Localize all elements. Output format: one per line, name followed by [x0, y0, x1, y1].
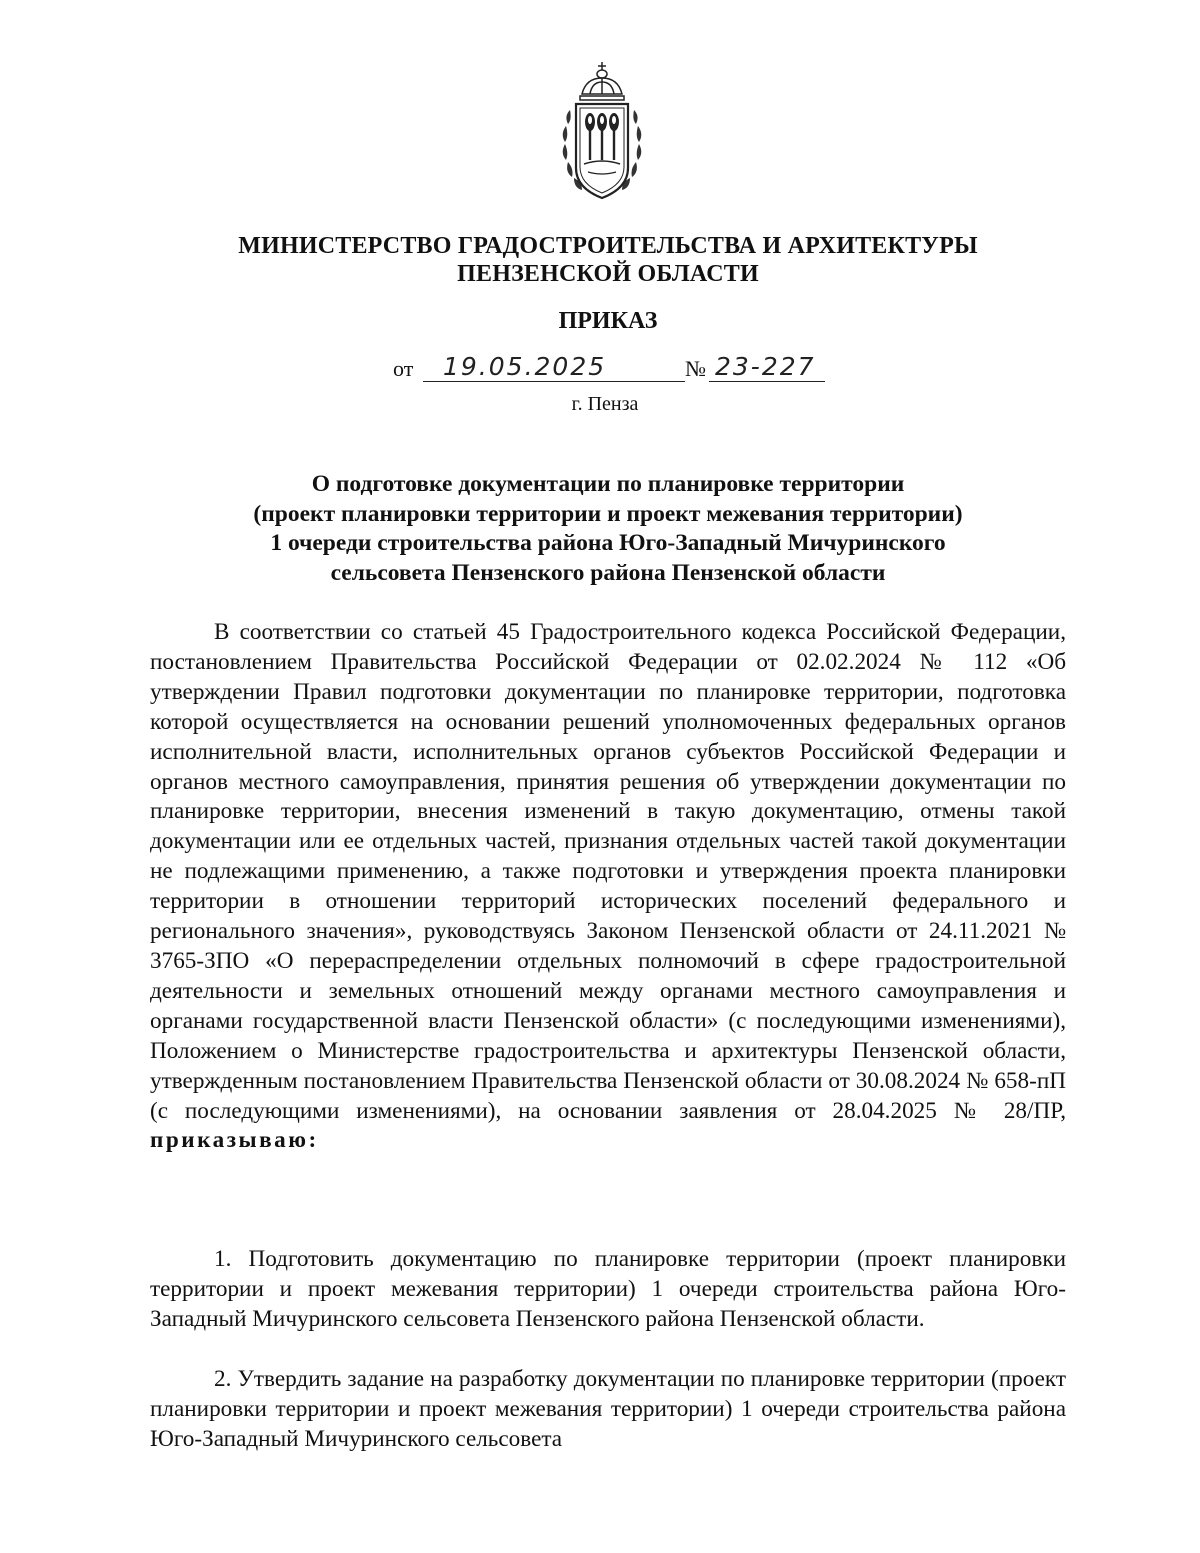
coat-of-arms-emblem: [552, 60, 652, 208]
item-1-text: Подготовить документацию по планировке территории (проект планировки территории и проект межевания территории) 1 очереди строительства района Юго-Западный Мичуринского сельсовета Пензенского района Пензенской области.: [150, 1246, 1066, 1332]
ministry-name-line1: МИНИСТЕРСТВО ГРАДОСТРОИТЕЛЬСТВА И АРХИТЕКТУРЫ: [238, 233, 978, 259]
subject-line3: 1 очереди строительства района Юго-Западный Мичуринского: [270, 530, 946, 556]
date-underline: [423, 381, 685, 382]
order-subject: [150, 470, 1066, 588]
city-label: г. Пенза: [571, 393, 639, 415]
subject-line4: сельсовета Пензенского района Пензенской области: [330, 559, 886, 586]
item-1-number: 1.: [214, 1246, 232, 1272]
date-handwritten: 19.05.2025: [443, 352, 607, 381]
ministry-name-line2: ПЕНЗЕНСКОЙ ОБЛАСТИ: [457, 261, 759, 287]
document-type-title: ПРИКАЗ: [558, 308, 658, 334]
number-prefix: №: [685, 356, 706, 381]
item-2-text: Утвердить задание на разработку документации по планировке территории (проект планировки территории и проект межевания территории) 1 очереди строительства района Юго-Западный Мичуринского сельсовета: [150, 1366, 1066, 1452]
preamble-paragraph: [150, 618, 1066, 1156]
date-prefix: от: [393, 356, 414, 381]
preamble-text: В соответствии со статьей 45 Градостроительного кодекса Российской Федерации, постановлением Правительства Российской Федерации от 02.02.2024 № 112 «Об утверждении Правил подготовки документации по планировке территории, подготовка которой осуществляется на основании решений уполномоченных федеральных органов исполнительной власти, исполнительных органов субъектов Российской Федерации и органов местного самоуправления, принятия решения об утверждении документации по планировке территории, внесения изменений в такую документацию, отмены такой документации или ее отдельных частей, признания отдельных частей такой документации не подлежащими применению, а также подготовки и утверждения проекта планировки территории в отношении территорий исторических поселений федерального и регионального значения», руководствуясь Законом Пензенской области от 24.11.2021 № 3765-ЗПО «О перераспределении отдельных полномочий в сфере градостроительной деятельности и земельных отношений между органами местного самоуправления и органами государственной власти Пензенской области» (с последующими изменениями), Положением о Министерстве градостроительства и архитектуры Пензенской области, утвержденным постановлением Правительства Пензенской области от 30.08.2024 № 658-пП (с последующими изменениями), на основании заявления от 28.04.2025 № 28/ПР,: [150, 619, 1066, 1124]
date-number-line: [393, 352, 833, 388]
ministry-name: [150, 232, 1066, 288]
subject-line1: О подготовке документации по планировке территории: [311, 471, 905, 497]
order-word: приказываю:: [150, 1127, 319, 1154]
number-handwritten: 23-227: [715, 352, 816, 381]
subject-line2: (проект планировки территории и проект межевания территории): [253, 500, 963, 527]
order-item-1: [150, 1245, 1066, 1335]
item-2-number: 2.: [214, 1366, 232, 1392]
order-item-2: [150, 1365, 1066, 1455]
number-underline: [709, 381, 825, 382]
